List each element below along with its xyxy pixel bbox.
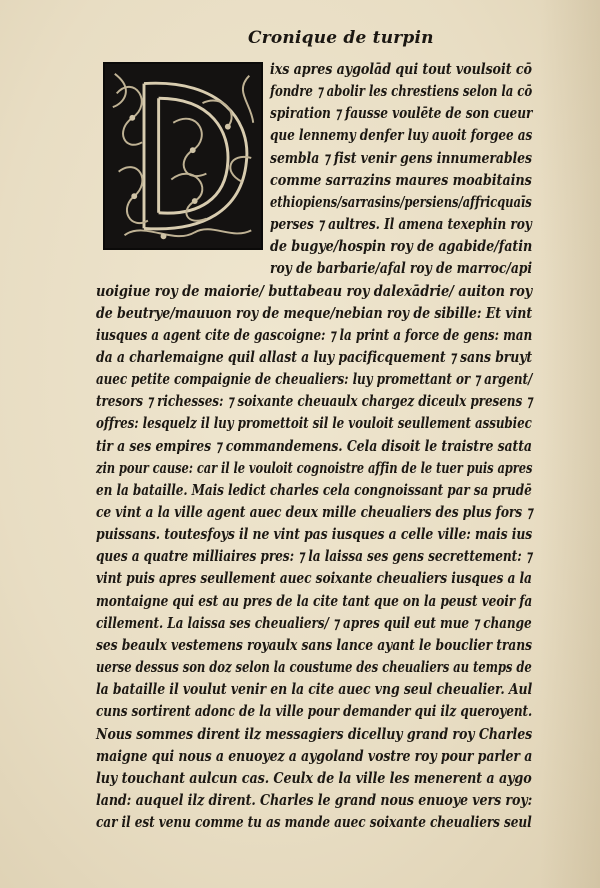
text-line: ixs apres aygolād qui tout voulsoit cō xyxy=(270,60,532,78)
text-line: ques a quatre milliaires pres: ⁊ la laissa ses gens secrettement: ⁊ xyxy=(96,547,532,566)
page-edge-shading xyxy=(540,0,600,888)
text-line: tir a ses empires ⁊ commandemens. Cela disoit le traistre satta xyxy=(96,436,532,455)
ornate-letter-d-icon xyxy=(105,64,261,248)
text-line: cillement. La laissa ses cheualiers/ ⁊ apres quil eut mue ⁊ change xyxy=(96,613,532,632)
text-line: offres: lesquelz il luy promettoit sil le vouloit seullement assubiec xyxy=(96,414,532,433)
text-line: zin pour cause: car il le vouloit cognoistre affin de le tuer puis apres xyxy=(96,458,533,477)
text-line: puissans. toutesfoys il ne vint pas iusques a celle ville: mais ius xyxy=(96,525,533,544)
text-line: montaigne qui est au pres de la cite tant que on la peust veoir fa xyxy=(96,591,533,610)
text-line: land: auquel ilz dirent. Charles le grand nous enuoye vers roy: xyxy=(96,790,533,809)
text-line: fondre ⁊ abolir les chrestiens selon la cō xyxy=(270,82,533,101)
text-line: cuns sortirent adonc de la ville pour demander qui ilz queroyent. xyxy=(96,702,533,721)
running-head: Cronique de turpin xyxy=(248,28,434,48)
text-line: sembla ⁊ fist venir gens innumerables xyxy=(270,148,532,167)
text-line: ethiopiens/sarrasins/persiens/affricquaīs xyxy=(270,192,532,211)
text-line: uoigiue roy de maiorie/ buttabeau roy dalexādrie/ auiton roy xyxy=(96,281,533,300)
text-line: la bataille il voulut venir en la cite auec vng seul cheualier. Aul xyxy=(96,680,533,699)
text-line: uerse dessus son doz selon la coustume des cheualiers au temps de xyxy=(96,658,532,677)
text-line: iusques a agent cite de gascoigne: ⁊ la print a force de gens: man xyxy=(96,325,533,344)
text-line: que lennemy denfer luy auoit forgee as xyxy=(270,126,533,145)
text-line: de beutrye/mauuon roy de meque/nebian roy de sibille: Et vint xyxy=(96,303,533,322)
text-line: Nous sommes dirent ilz messagiers dicelluy grand roy Charles xyxy=(96,724,533,743)
text-line: ses beaulx vestemens royaulx sans lance ayant le bouclier trans xyxy=(96,635,532,654)
text-line: maigne qui nous a enuoyez a aygoland vostre roy pour parler a xyxy=(96,746,533,765)
text-line: roy de barbarie/afal roy de marroc/api xyxy=(270,259,533,278)
text-line: da a charlemaigne quil allast a luy pacificquement ⁊ sans bruyt xyxy=(96,347,533,366)
text-line: luy touchant aulcun cas. Ceulx de la ville les menerent a aygo xyxy=(96,768,532,787)
text-line: ce vint a la ville agent auec deux mille cheualiers des plus fors ⁊ xyxy=(96,503,533,521)
decorated-initial-d xyxy=(103,62,263,250)
text-line: vint puis apres seullement auec soixante cheualiers iusques a la xyxy=(96,569,532,588)
text-line: spiration ⁊ fausse voulēte de son cueur xyxy=(270,104,533,123)
text-line: car il est venu comme tu as mande auec soixante cheualiers seul xyxy=(96,813,532,832)
text-line: auec petite compaignie de cheualiers: luy promettant or ⁊ argent/ xyxy=(96,370,533,389)
text-line: tresors ⁊ richesses: ⁊ soixante cheuaulx chargez diceulx presens ⁊ xyxy=(96,392,533,411)
text-line: comme sarrazins maures moabitains xyxy=(270,170,532,189)
text-line: en la bataille. Mais ledict charles cela congnoissant par sa prudē xyxy=(96,480,532,499)
text-line: perses ⁊ aultres. Il amena texephin roy xyxy=(270,215,532,234)
text-line: de bugye/hospin roy de agabide/fatin xyxy=(270,237,533,256)
